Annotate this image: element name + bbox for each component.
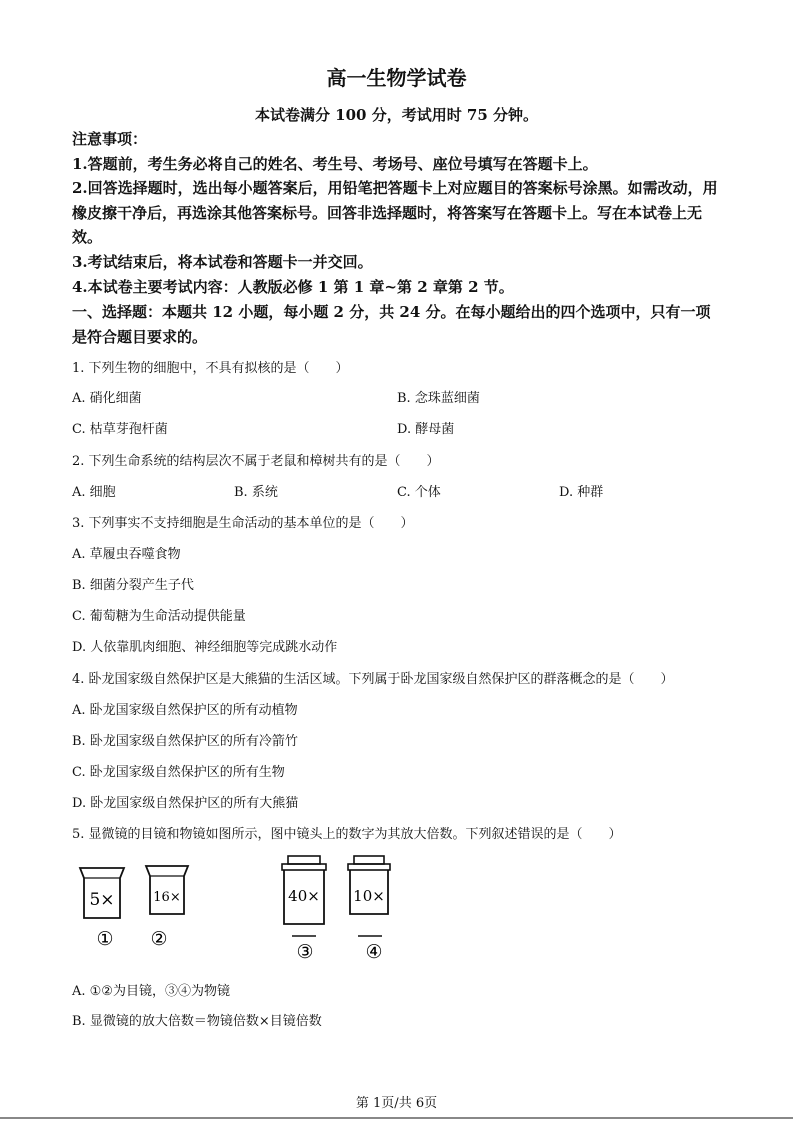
option-a: A. 卧龙国家级自然保护区的所有动植物	[72, 703, 298, 718]
lens-label: 16×	[153, 890, 181, 905]
eyepiece-lens-icon	[146, 866, 188, 914]
lens-label: 40×	[288, 887, 320, 905]
option-b: B. 念珠蓝细菌	[397, 391, 480, 406]
option-b: B. 细菌分裂产生子代	[72, 578, 194, 593]
notice-item-4: 4.本试卷主要考试内容：人教版必修 1 第 1 章~第 2 章第 2 节。	[72, 278, 514, 296]
notice-heading: 注意事项：	[72, 130, 148, 148]
notice-item-3: 3.考试结束后，将本试卷和答题卡一并交回。	[72, 253, 373, 271]
bottom-rule	[0, 1117, 793, 1119]
page-footer: 第 1页/共 6页	[355, 1096, 438, 1111]
question-stem: 3. 下列事实不支持细胞是生命活动的基本单位的是（ ）	[72, 516, 414, 531]
objective-lens-icon	[348, 856, 390, 936]
exam-info: 本试卷满分 100 分，考试用时 75 分钟。	[254, 106, 539, 124]
microscope-lens-figure	[72, 850, 402, 968]
lens-label: 10×	[353, 887, 385, 905]
figure-number: ②	[150, 928, 168, 950]
option-a: A. 硝化细菌	[72, 391, 142, 406]
option-a: A. ①②为目镜，③④为物镜	[72, 984, 230, 999]
option-c: C. 个体	[397, 485, 441, 500]
option-c: C. 葡萄糖为生命活动提供能量	[72, 609, 246, 624]
option-b: B. 显微镜的放大倍数＝物镜倍数×目镜倍数	[72, 1014, 322, 1029]
option-a: A. 草履虫吞噬食物	[72, 547, 181, 562]
option-c: C. 枯草芽孢杆菌	[72, 422, 168, 437]
figure-number: ①	[96, 928, 114, 950]
page-title: 高一生物学试卷	[326, 66, 467, 90]
lens-label: 5×	[89, 890, 115, 910]
option-d: D. 卧龙国家级自然保护区的所有大熊猫	[72, 796, 299, 811]
option-d: D. 种群	[559, 485, 604, 500]
option-a: A. 细胞	[72, 485, 116, 500]
notice-item-1: 1.答题前，考生务必将自己的姓名、考生号、考场号、座位号填写在答题卡上。	[72, 155, 598, 173]
figure-number: ④	[365, 941, 383, 963]
question-stem: 4. 卧龙国家级自然保护区是大熊猫的生活区域。下列属于卧龙国家级自然保护区的群落概念的是（ ）	[72, 672, 674, 687]
eyepiece-lens-icon	[80, 868, 124, 918]
option-b: B. 卧龙国家级自然保护区的所有冷箭竹	[72, 734, 298, 749]
notice-item-2: 2.回答选择题时，选出每小题答案后，用铅笔把答题卡上对应题目的答案标号涂黑。如需改动，用橡皮擦干净后，再选涂其他答案标号。回答非选择题时，将答案写在答题卡上。写在本试卷上无效。	[72, 179, 718, 246]
figure-number: ③	[296, 941, 314, 963]
option-c: C. 卧龙国家级自然保护区的所有生物	[72, 765, 285, 780]
option-d: D. 人依靠肌肉细胞、神经细胞等完成跳水动作	[72, 640, 338, 655]
question-stem: 5. 显微镜的目镜和物镜如图所示，图中镜头上的数字为其放大倍数。下列叙述错误的是（ ）	[72, 827, 622, 842]
option-b: B. 系统	[234, 485, 278, 500]
question-stem: 2. 下列生命系统的结构层次不属于老鼠和樟树共有的是（ ）	[72, 454, 440, 469]
objective-lens-icon	[282, 856, 326, 936]
section-heading: 一、选择题：本题共 12 小题，每小题 2 分，共 24 分。在每小题给出的四个选项中，只有一项是符合题目要求的。	[72, 303, 711, 346]
option-d: D. 酵母菌	[397, 422, 455, 437]
question-stem: 1. 下列生物的细胞中，不具有拟核的是（ ）	[72, 361, 349, 376]
